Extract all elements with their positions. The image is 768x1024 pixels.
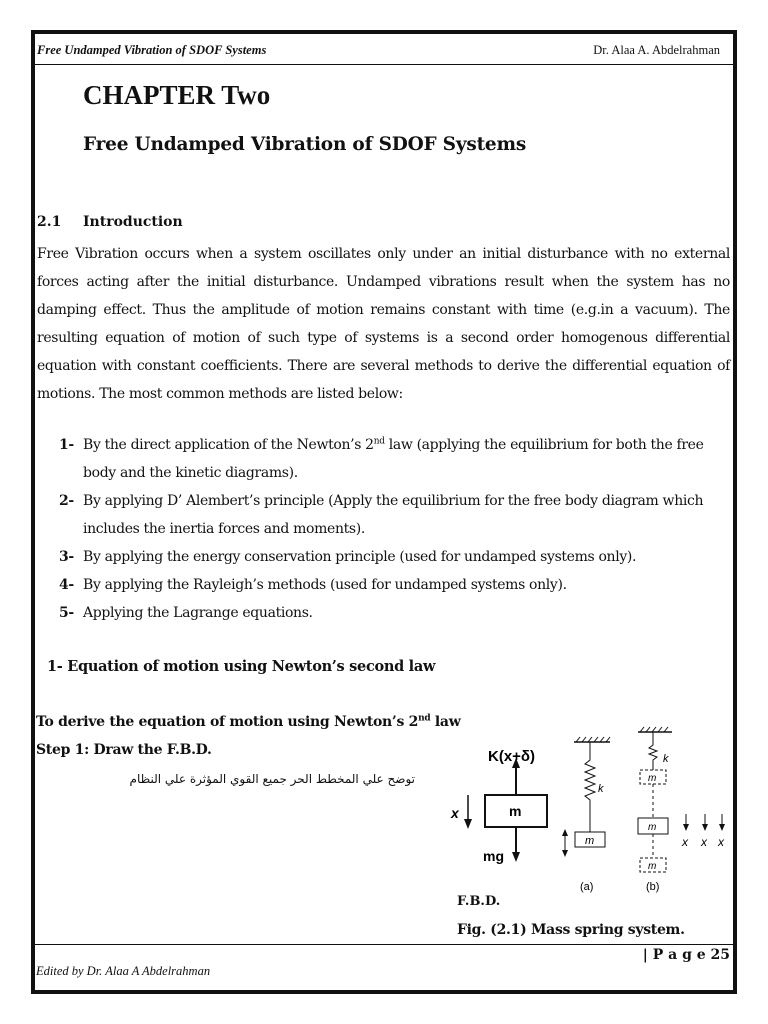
list-item-number: 4-: [59, 577, 74, 593]
header-title: Free Undamped Vibration of SDOF Systems: [37, 43, 267, 57]
list-item-text: By applying D’ Alembert’s principle (Apply the equilibrium for the free body diagram which includes the inertia forces and moments).: [83, 493, 704, 537]
list-item-number: 3-: [59, 549, 74, 565]
header-divider: [34, 64, 734, 65]
system-a: [562, 737, 610, 893]
list-item-text: By the direct application of the Newton’s 2: [83, 437, 374, 453]
footer-edited-by: Edited by Dr. Alaa A Abdelrahman: [36, 964, 211, 978]
fbd-disp-label: x: [451, 805, 459, 821]
derive-text-cont: law: [430, 714, 461, 730]
list-item-text-cont: law (applying the equilibrium for both the free body and the kinetic diagrams).: [83, 437, 704, 481]
mass-a-label: m: [585, 835, 595, 847]
chapter-title: CHAPTER Two: [83, 80, 271, 110]
arabic-note: توضح علي المخطط الحر جميع القوي المؤثرة علي النظام: [129, 772, 415, 786]
footer-divider: [34, 944, 734, 945]
figure-caption: Fig. (2.1) Mass spring system.: [457, 922, 685, 938]
list-item-text: By applying the energy conservation principle (used for undamped systems only).: [83, 549, 637, 565]
disp-x-3: x: [718, 835, 724, 849]
mass-b-bottom-label: m: [648, 861, 657, 872]
system-b: [638, 727, 725, 893]
list-item: [37, 431, 730, 487]
list-item: [37, 543, 730, 571]
methods-list: [37, 431, 730, 627]
disp-x-2: x: [701, 835, 707, 849]
spring-force-label: K(x+δ): [488, 748, 536, 765]
section-number: 2.1: [37, 214, 62, 230]
section-heading: [37, 214, 183, 230]
step-1: Step 1: Draw the F.B.D.: [36, 742, 212, 758]
fbd-label: F.B.D.: [457, 894, 501, 909]
mass-b-top-label: m: [648, 773, 657, 784]
fbd-mass-label: m: [509, 803, 522, 819]
superscript: nd: [373, 436, 385, 447]
k-label-b: k: [663, 753, 669, 765]
intro-paragraph: Free Vibration occurs when a system oscillates only under an initial disturbance with no external forces acting after the initial disturbance. Undamped vibrations result when the system has no damping effect. Thus the amplitude of motion remains constant with time (e.g.in a vacuum). The resulting equation of motion of such type of systems is a second order homogenous differential equation with constant coefficients. There are several methods to derive the differential equation of motions. The most common methods are listed below:: [37, 246, 730, 402]
equation-heading: 1- Equation of motion using Newton’s second law: [47, 658, 436, 675]
mass-b-mid-label: m: [648, 822, 657, 833]
list-item-text: Applying the Lagrange equations.: [83, 605, 313, 621]
derive-line: [36, 714, 460, 730]
list-item-text: By applying the Rayleigh’s methods (used for undamped systems only).: [83, 577, 567, 593]
fbd-diagram: [450, 748, 547, 864]
label-a: (a): [580, 881, 594, 893]
superscript: nd: [418, 713, 431, 724]
label-b: (b): [646, 881, 660, 893]
list-item-number: 5-: [59, 605, 74, 621]
weight-label: mg: [483, 848, 504, 864]
k-label-a: k: [598, 783, 604, 795]
list-item-number: 2-: [59, 493, 74, 509]
chapter-subtitle: Free Undamped Vibration of SDOF Systems: [83, 134, 527, 155]
header-author: Dr. Alaa A. Abdelrahman: [593, 43, 720, 57]
section-title: Introduction: [83, 214, 183, 230]
derive-text: To derive the equation of motion using Newton’s 2: [36, 714, 419, 730]
list-item: [37, 571, 730, 599]
list-item-number: 1-: [59, 437, 74, 453]
disp-x-1: x: [682, 835, 688, 849]
list-item: [37, 599, 730, 627]
mass-spring-figure: [440, 722, 740, 897]
page-number: | P a g e 25: [642, 947, 730, 963]
list-item: [37, 487, 730, 543]
